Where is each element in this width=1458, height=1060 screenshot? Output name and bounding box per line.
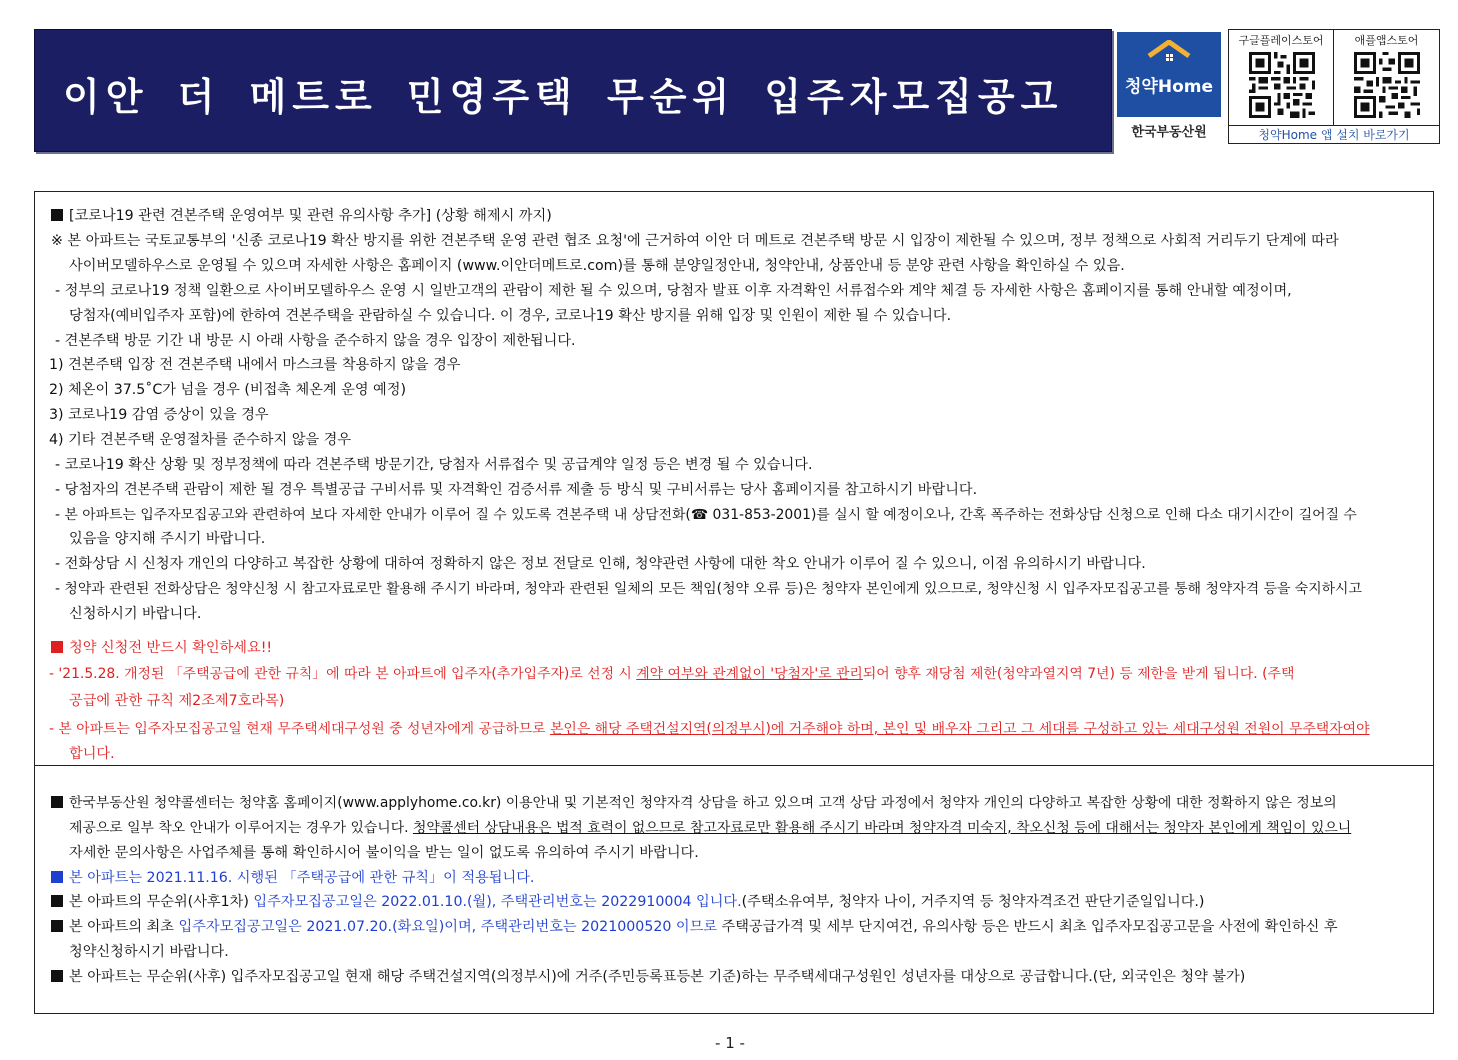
rule-item-1: 1) 견본주택 입장 전 견본주택 내에서 마스크를 착용하지 않을 경우 <box>49 357 461 373</box>
check-1a-underlined: 계약 여부와 관계없이 '당첨자'로 관리 <box>636 666 863 682</box>
check-item-1a <box>49 664 1294 684</box>
house-icon <box>1147 40 1191 70</box>
info-item-4b: 청약신청하시기 바랍니다. <box>69 944 229 960</box>
info-4a-text-end: 주택공급가격 및 세부 단지여건, 유의사항 등은 반드시 최초 입주자모집공고문을 사전에 확인하신 후 <box>717 919 1338 935</box>
qr-google-label: 구글플레이스토어 <box>1238 34 1324 47</box>
bullet-square-icon <box>51 209 63 221</box>
check-item-2a <box>49 719 1370 739</box>
info-5-text: 본 아파트는 무순위(사후) 입주자모집공고일 현재 해당 주택건설지역(의정부시)에 거주(주민등록표등본 기준)하는 무주택세대구성원인 성년자를 대상으로 공급합니다.(단, 외국인은 청약 불가) <box>69 969 1246 985</box>
covid-paragraph-1b: 사이버모델하우스로 운영될 수 있으며 자세한 사항은 홈페이지 (www.이안더메트로.com)를 통해 분양일정안내, 청약안내, 상품안내 등 분양 관련 사항을 확인하실 수 있음. <box>69 258 1125 274</box>
section-divider <box>35 765 1433 766</box>
info-3-text-end: (주택소유여부, 청약자 나이, 거주지역 등 청약자격조건 판단기준일입니다.) <box>741 894 1205 910</box>
covid-header-text: [코로나19 관련 견본주택 운영여부 및 관련 유의사항 추가] (상황 해제시 까지) <box>69 208 552 224</box>
covid-paragraph-6a: - 본 아파트는 입주자모집공고와 관련하여 보다 자세한 안내가 이루어 질 수 있도록 견본주택 내 상담전화(☎ 031-853-2001)를 실시 할 예정이오나, 간혹 폭주하는 전화상담 신청으로 인해 다소 대기시간이 길어질 수 <box>55 507 1357 523</box>
info-4a-highlight: 입주자모집공고일은 2021.07.20.(화요일)이며, 주택관리번호는 2021000520 이므로 <box>178 919 718 935</box>
check-item-2b: 합니다. <box>69 746 115 762</box>
logo-name: 청약Home <box>1125 77 1213 97</box>
covid-paragraph-1a: ※ 본 아파트는 국토교통부의 '신종 코로나19 확산 방지를 위한 견본주택 운영 관련 협조 요청'에 근거하여 이안 더 메트로 견본주택 방문 시 입장이 제한될 수 있으며, 정부 정책으로 사회적 거리두기 단계에 따라 <box>51 233 1339 249</box>
check-2a-underlined: 본인은 해당 주택건설지역(의정부시)에 거주해야 하며, 본인 및 배우자 그리고 그 세대를 구성하고 있는 세대구성원 전원이 무주택자여야 <box>549 721 1370 737</box>
bullet-square-icon <box>51 641 63 653</box>
covid-paragraph-7: - 전화상담 시 신청자 개인의 다양하고 복잡한 상황에 대하여 정확하지 않은 정보 전달로 인해, 청약관련 사항에 대한 착오 안내가 이루어 질 수 있으니, 이점 유의하시기 바랍니다. <box>55 556 1146 572</box>
covid-paragraph-6b: 있음을 양지해 주시기 바랍니다. <box>69 531 266 547</box>
logo-org: 한국부동산원 <box>1131 125 1207 140</box>
info-1b-text: 제공으로 일부 착오 안내가 이루어지는 경우가 있습니다. <box>69 820 413 836</box>
info-3-highlight: 입주자모집공고일은 2022.01.10.(월), 주택관리번호는 2022910004 입니다. <box>253 894 742 910</box>
covid-paragraph-2a: - 정부의 코로나19 정책 일환으로 사이버모델하우스 운영 시 일반고객의 관람이 제한 될 수 있으며, 당첨자 발표 이후 자격확인 서류접수와 계약 체결 등 자세한 사항은 홈페이지를 통해 안내할 예정이며, <box>55 283 1292 299</box>
bullet-square-icon <box>51 895 63 907</box>
bullet-square-icon <box>51 920 63 932</box>
rule-item-4: 4) 기타 견본주택 운영절차를 준수하지 않을 경우 <box>49 432 352 448</box>
google-play-qr-icon[interactable] <box>1249 52 1315 118</box>
info-item-3 <box>51 892 1204 912</box>
covid-paragraph-8a: - 청약과 관련된 전화상담은 청약신청 시 참고자료로만 활용해 주시기 바라며, 청약과 관련된 일체의 모든 책임(청약 오류 등)은 청약자 본인에게 있으므로, 청약신청 시 입주자모집공고를 통해 청약자격 등을 숙지하시고 <box>55 581 1362 597</box>
check-section-header <box>51 638 272 658</box>
check-item-1b: 공급에 관한 규칙 제2조제7호라목) <box>69 693 285 709</box>
covid-section-header <box>51 206 552 226</box>
qr-google-cell <box>1229 30 1334 125</box>
notice-box <box>34 191 1434 1014</box>
covid-paragraph-4: - 코로나19 확산 상황 및 정부정책에 따라 견본주택 방문기간, 당첨자 서류접수 및 공급계약 일정 등은 변경 될 수 있습니다. <box>55 457 813 473</box>
logo-badge <box>1117 32 1221 117</box>
app-store-qr-icon[interactable] <box>1354 52 1420 118</box>
covid-paragraph-8b: 신청하시기 바랍니다. <box>69 606 202 622</box>
qr-apple-label: 애플앱스토어 <box>1354 34 1419 47</box>
info-2-text: 본 아파트는 2021.11.16. 시행된 「주택공급에 관한 규칙」이 적용됩니다. <box>69 870 535 886</box>
page-title: 이안 더 메트로 민영주택 무순위 입주자모집공고 <box>63 75 1064 119</box>
page-number: - 1 - <box>715 1034 745 1052</box>
info-item-2 <box>51 868 534 888</box>
info-item-1b <box>69 818 1351 838</box>
covid-paragraph-2b: 당첨자(예비입주자 포함)에 한하여 견본주택을 관람하실 수 있습니다. 이 경우, 코로나19 확산 방지를 위해 입장 및 인원이 제한 될 수 있습니다. <box>69 308 952 324</box>
check-header-text: 청약 신청전 반드시 확인하세요!! <box>69 640 273 656</box>
app-qr-panel <box>1228 29 1440 144</box>
install-app-link[interactable]: 청약Home 앱 설치 바로가기 <box>1229 125 1439 145</box>
info-4a-text: 본 아파트의 최초 <box>69 919 179 935</box>
info-item-1a <box>51 793 1337 813</box>
info-1a-text: 한국부동산원 청약콜센터는 청약홈 홈페이지(www.applyhome.co.kr) 이용안내 및 기본적인 청약자격 상담을 하고 있으며 고객 상담 과정에서 청약자 개인의 다양하고 복잡한 상황에 대한 정확하지 않은 정보의 <box>69 795 1337 811</box>
qr-apple-cell <box>1334 30 1439 125</box>
info-item-4a <box>51 917 1338 937</box>
info-item-5 <box>51 967 1245 987</box>
check-2a-text: - 본 아파트는 입주자모집공고일 현재 무주택세대구성원 중 성년자에게 공급하므로 <box>49 721 550 737</box>
covid-paragraph-5: - 당첨자의 견본주택 관람이 제한 될 경우 특별공급 구비서류 및 자격확인 검증서류 제출 등 방식 및 구비서류는 당사 홈페이지를 참고하시기 바랍니다. <box>55 482 978 498</box>
info-item-1c: 자세한 문의사항은 사업주체를 통해 확인하시어 불이익을 받는 일이 없도록 유의하여 주시기 바랍니다. <box>69 845 699 861</box>
info-3-text: 본 아파트의 무순위(사후1차) <box>69 894 254 910</box>
bullet-square-icon <box>51 871 63 883</box>
info-1b-underlined: 청약콜센터 상담내용은 법적 효력이 없으므로 참고자료로만 활용해 주시기 바라며 청약자격 미숙지, 착오신청 등에 대해서는 청약자 본인에게 책임이 있으니 <box>412 820 1352 836</box>
bullet-square-icon <box>51 796 63 808</box>
title-banner <box>34 29 1112 152</box>
bullet-square-icon <box>51 970 63 982</box>
covid-paragraph-3: - 견본주택 방문 기간 내 방문 시 아래 사항을 준수하지 않을 경우 입장이 제한됩니다. <box>55 333 576 349</box>
applyhome-logo <box>1117 32 1221 146</box>
check-1a-text: - '21.5.28. 개정된 「주택공급에 관한 규칙」에 따라 본 아파트에 입주자(추가입주자)로 선정 시 <box>49 666 637 682</box>
rule-item-2: 2) 체온이 37.5˚C가 넘을 경우 (비접촉 체온계 운영 예정) <box>49 382 406 398</box>
rule-item-3: 3) 코로나19 감염 증상이 있을 경우 <box>49 407 269 423</box>
check-1a-text-end: 되어 향후 재당첨 제한(청약과열지역 7년) 등 제한을 받게 됩니다. (주택 <box>862 666 1295 682</box>
